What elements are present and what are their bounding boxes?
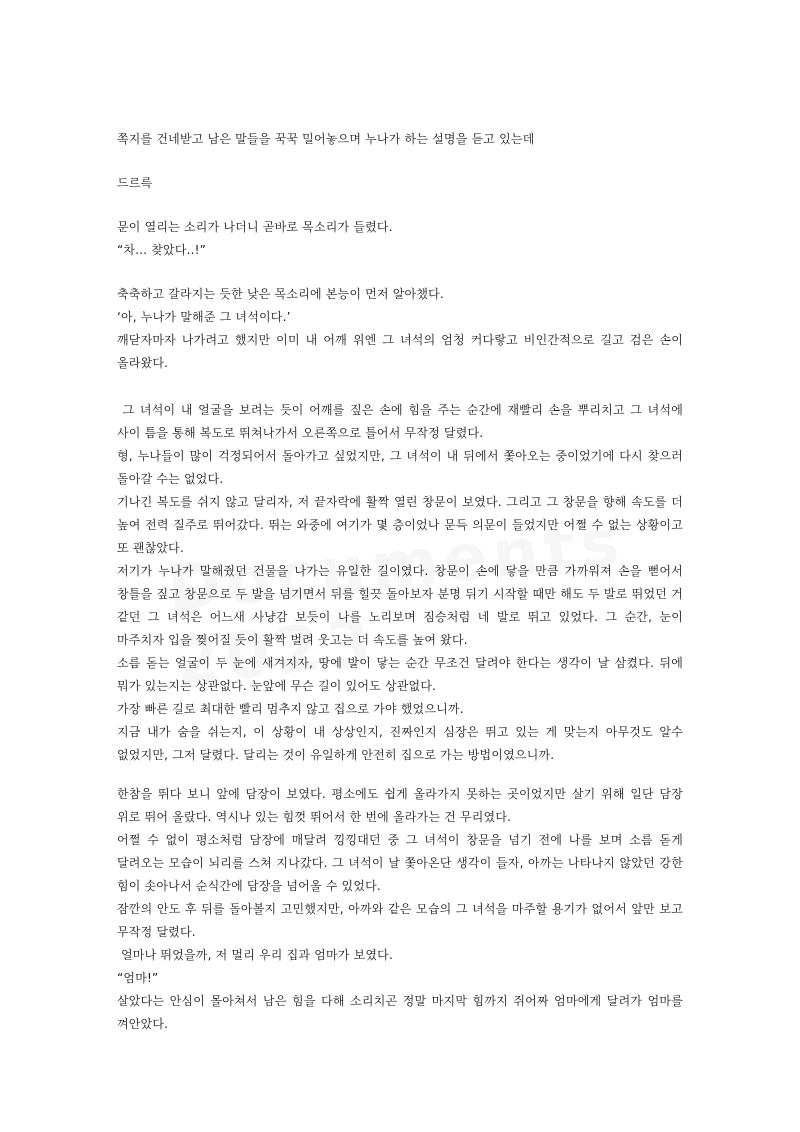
paragraph-gap: [117, 151, 683, 172]
paragraph: 기나긴 복도를 쉬지 않고 달리자, 저 끝자락에 활짝 열린 창문이 보였다. 그리고 그 창문을 향해 속도를 더 높여 전력 질주로 뛰어갔다. 뛰는 와중에 여기가 몇 층이었나 문득 의문이 들었지만 어쩔 수 없는 상황이고 또 괜찮았다.: [117, 495, 688, 555]
paragraph: 드르륵: [117, 176, 153, 190]
paragraph: 어쩔 수 없이 평소처럼 담장에 매달려 낑낑대던 중 그 녀석이 창문을 넘기 전에 나를 보며 소름 돋게 달려오는 모습이 뇌리를 스쳐 지나갔다. 그 녀석이 날 쫓아온단 생각이 들자, 아까는 나타나지 않았던 강한 힘이 솟아나서 순식간에 담장을 넘어올 수 있었다.: [117, 833, 688, 893]
paragraph: 깨닫자마자 나가려고 했지만 이미 내 어깨 위엔 그 녀석의 엄청 커다랗고 비인간적으로 길고 검은 손이 올라왔다.: [117, 333, 688, 370]
paragraph: 얼마나 뛰었을까, 저 멀리 우리 집과 엄마가 보였다.: [117, 948, 393, 962]
paragraph-gap: [117, 375, 683, 399]
thought-line: ‘아, 누나가 말해준 그 녀석이다.’: [117, 310, 291, 324]
paragraph: 형, 누나들이 많이 걱정되어서 돌아가고 싶었지만, 그 녀석이 내 뒤에서 쫓아오는 중이었기에 다시 찾으러 돌아갈 수는 없었다.: [117, 449, 688, 486]
paragraph: 축축하고 갈라지는 듯한 낮은 목소리에 본능이 먼저 알아챘다.: [117, 287, 444, 301]
paragraph: 살았다는 안심이 몰아쳐서 남은 힘을 다해 소리치곤 정말 마지막 힘까지 쥐어짜 엄마에게 달려가 엄마를 껴안았다.: [117, 994, 688, 1031]
paragraph: 지금 내가 숨을 쉬는지, 이 상황이 내 상상인지, 진짜인지 심장은 뛰고 있는 게 맞는지 아무것도 알수 없었지만, 그저 달렸다. 달리는 것이 유일하게 안전히 집으로 가는 방법이였으니까.: [117, 725, 688, 762]
paragraph: 저기가 누나가 말해줬던 건물을 나가는 유일한 길이였다. 창문이 손에 닿을 만큼 가까워져 손을 뻗어서 창틀을 짚고 창문으로 두 발을 넘기면서 뒤를 힐끗 돌아보자 분명 뒤기 시작할 때만 해도 두 발로 뛰었던 거 같던 그 녀석은 어느새 사냥감 보듯이 나를 노리보며 짐승처럼 네 발로 뛰고 있었다. 그 순간, 눈이 마주치자 입을 찢어질 듯이 활짝 벌려 웃고는 더 속도를 높여 왔다.: [117, 564, 688, 647]
document-body: [117, 128, 688, 1036]
paragraph: 가장 빠른 길로 최대한 빨리 멈추지 않고 집으로 가야 했었으니까.: [117, 702, 464, 716]
paragraph: 문이 열리는 소리가 나더니 곧바로 목소리가 들렸다.: [117, 220, 393, 234]
dialogue-line: “차... 찾았다..!”: [117, 243, 207, 257]
paragraph-gap: [117, 767, 683, 783]
paragraph: 한참을 뛰다 보니 앞에 담장이 보였다. 평소에도 쉽게 올라가지 못하는 곳이었지만 살기 위해 일단 담장 위로 뛰어 올랐다. 역시나 있는 힘껏 뛰어서 한 번에 올라가는 건 무리였다.: [117, 787, 688, 824]
paragraph-gap: [117, 195, 683, 216]
paragraph: 쪽지를 건네받고 남은 말들을 꾹꾹 밀어놓으며 누나가 하는 설명을 듣고 있는데: [117, 132, 535, 146]
paragraph: 그 녀석이 내 얼굴을 보려는 듯이 어깨를 짚은 손에 힘을 주는 순간에 재빨리 손을 뿌리치고 그 녀석에 사이 틈을 통해 복도로 뛰쳐나가서 오른쪽으로 틀어서 무작정 달렸다.: [117, 403, 688, 440]
paragraph-gap: [117, 262, 683, 283]
paragraph: 소름 돋는 얼굴이 두 눈에 새겨지자, 땅에 발이 닿는 순간 무조건 달려야 한다는 생각이 날 삼켰다. 뒤에 뭐가 있는지는 상관없다. 눈앞에 무슨 길이 있어도 상관없다.: [117, 656, 688, 693]
dialogue-line: “엄마!”: [117, 971, 159, 985]
paragraph: 잠깐의 안도 후 뒤를 돌아볼지 고민했지만, 아까와 같은 모습의 그 녀석을 마주할 용기가 없어서 앞만 보고 무작정 달렸다.: [117, 902, 688, 939]
